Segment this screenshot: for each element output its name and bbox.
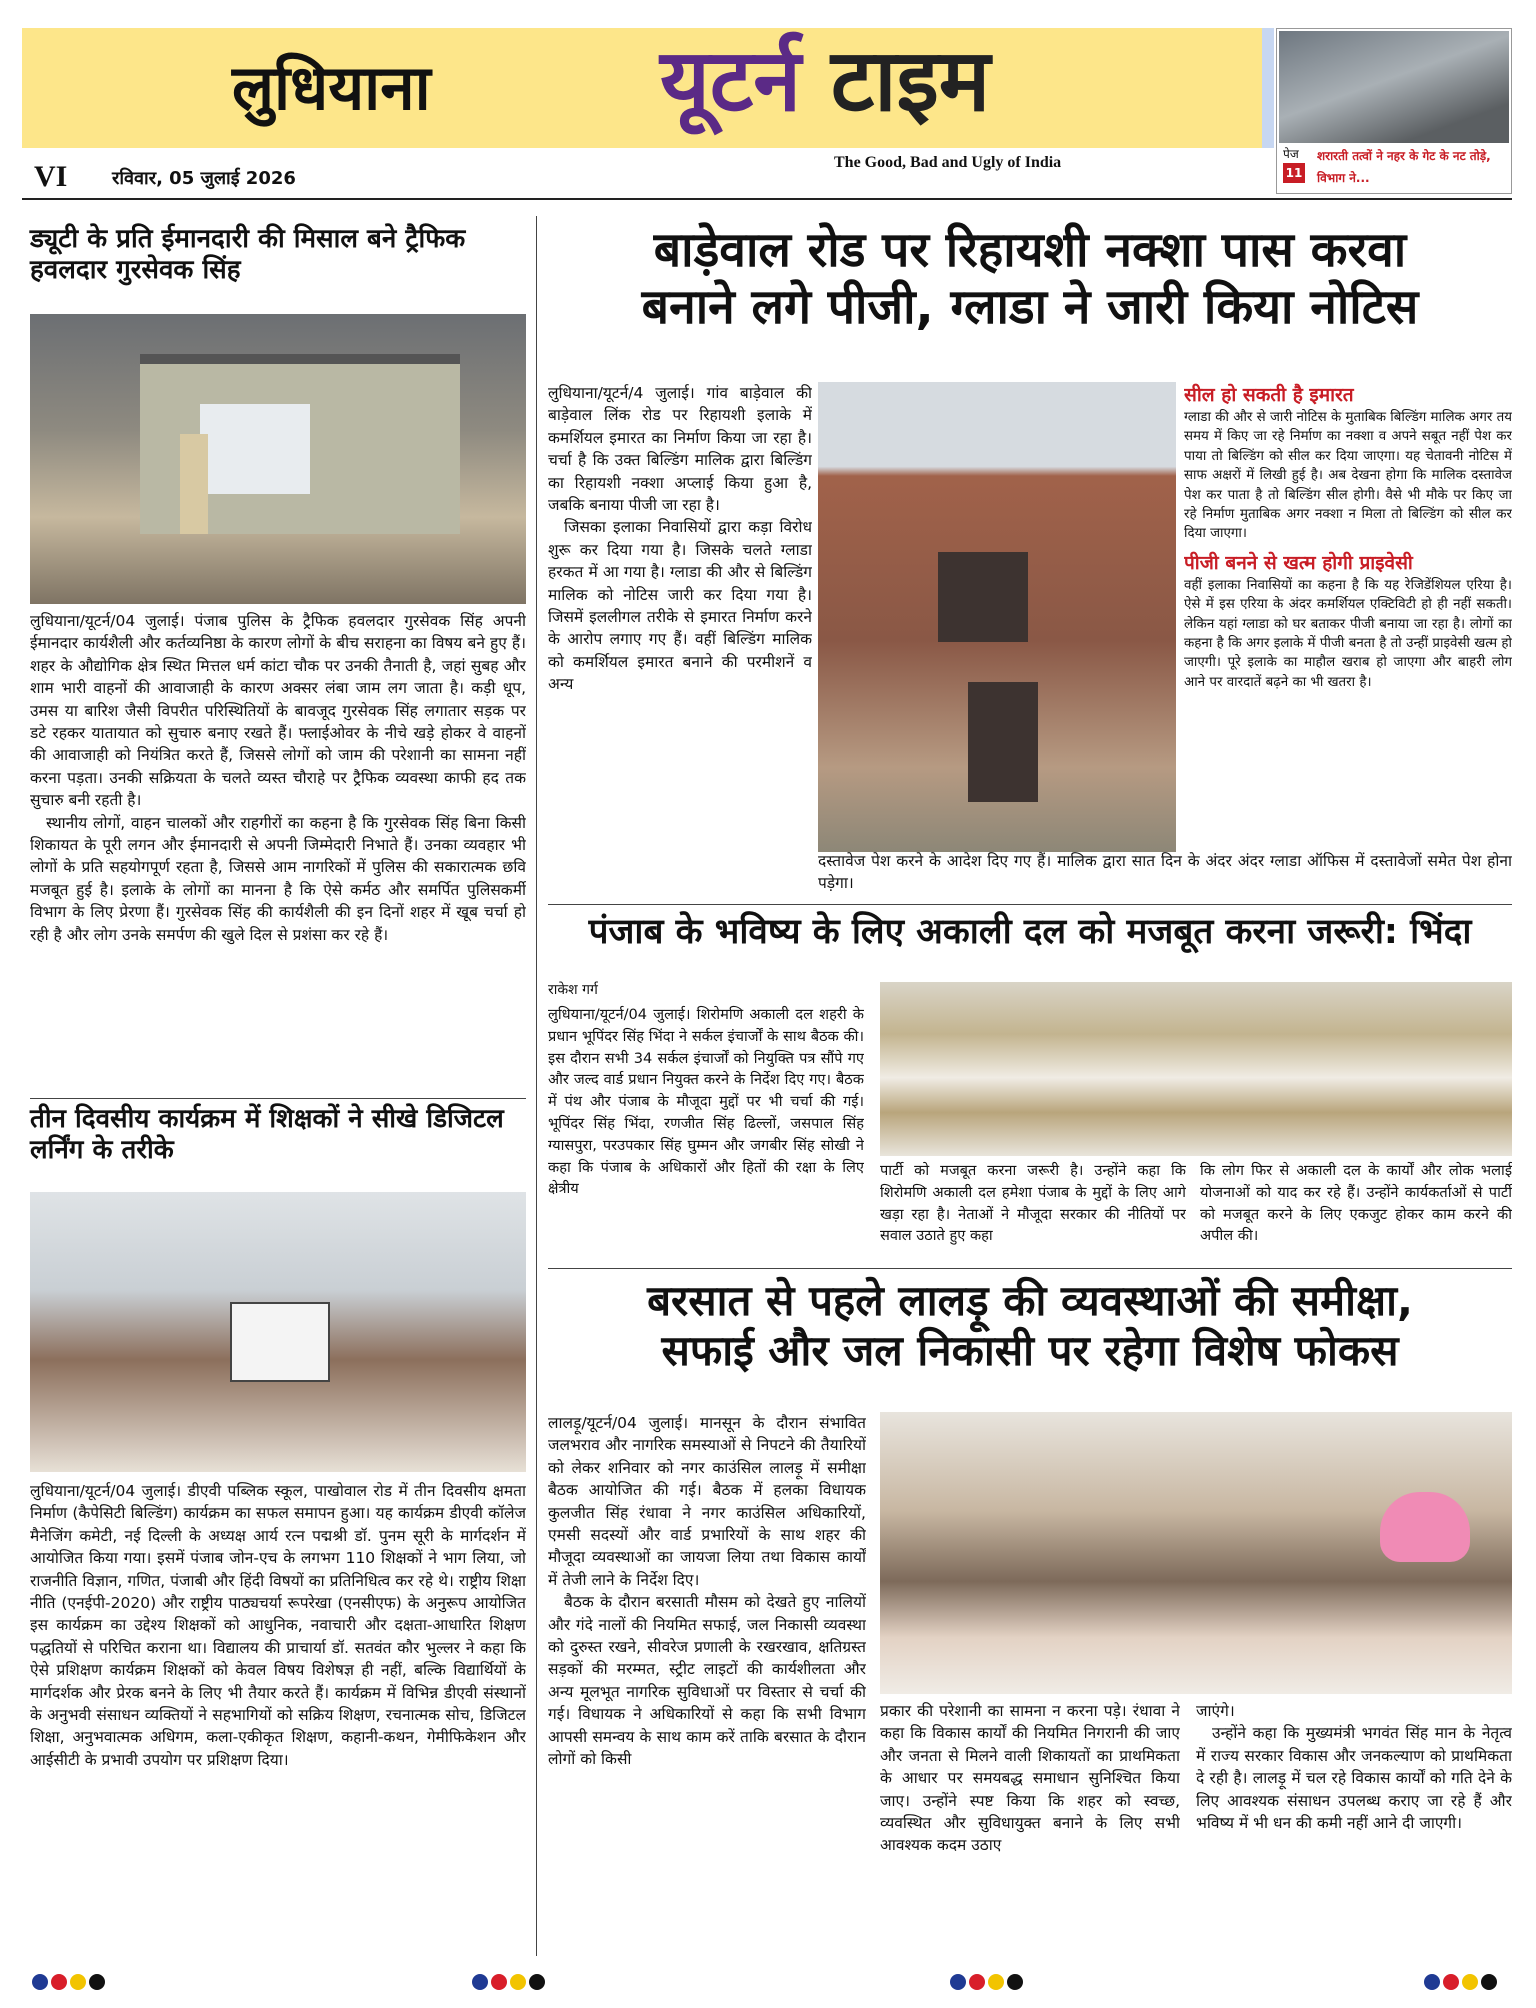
registration-dots-far-right — [1424, 1974, 1500, 1994]
registration-dots-center — [472, 1974, 548, 1994]
story1-photo-officer — [180, 434, 208, 534]
registration-dot — [51, 1974, 67, 1990]
promo-headline: शरारती तत्वों ने नहर के गेट के नट तोड़े, विभाग ने... — [1317, 149, 1491, 185]
story5-col1-text: लालड़ू/यूटर्न/04 जुलाई। मानसून के दौरान संभावित जलभराव और नागरिक समस्याओं से निपटने की तैयारियों को लेकर शनिवार को नगर काउंसिल लालड़ू में समीक्षा बैठक आयोजित की गई। बैठक में हलका विधायक कुलजीत सिंह रंधावा ने नगर काउंसिल अधिकारियों, एमसी सदस्यों और वार्ड प्रभारियों के साथ शहर की मौजूदा व्यवस्थाओं का जायजा लिया तथा विकास कार्यों में तेजी लाने के निर्देश दिए। — [548, 1414, 866, 1589]
story3-below-photo: दस्तावेज पेश करने के आदेश दिए गए हैं। मालिक द्वारा सात दिन के अंदर अंदर ग्लाडा ऑफिस में दस्तावेजों समेत पेश होना पड़ेगा। — [818, 852, 1512, 893]
masthead-rule — [22, 198, 1512, 200]
story1-photo-truck — [200, 404, 310, 494]
city-name: लुधियाना — [232, 51, 431, 124]
story5-photo — [880, 1412, 1512, 1694]
registration-dot — [529, 1974, 545, 1990]
story5-col3-text: जाएंगे। — [1196, 1702, 1235, 1720]
registration-dot — [89, 1974, 105, 1990]
story2-body — [30, 1480, 526, 1950]
brand-part-b: टाइम — [830, 31, 991, 131]
story1-paragraph: स्थानीय लोगों, वाहन चालकों और राहगीरों का कहना है कि गुरसेवक सिंह बिना किसी शिकायत के पूरी लगन और ईमानदारी से अपनी जिम्मेदारी निभाते हैं। उनका व्यवहार भी लोगों के प्रति सहयोगपूर्ण रहता है, जिससे आम नागरिकों में पुलिस की सकारात्मक छवि मजबूत हुई है। इलाके के लोगों का मानना है कि ऐसे कर्मठ और समर्पित पुलिसकर्मी विभाग के लिए प्रेरणा हैं। गुरसेवक सिंह की कार्यशैली की इन दिनों शहर में खूब चर्चा हो रही है और लोग उनके समर्पण की खुले दिल से प्रशंसा कर रहे हैं। — [30, 813, 526, 944]
registration-dot — [950, 1974, 966, 1990]
registration-dot — [491, 1974, 507, 1990]
brand-part-a: यूटर्न — [660, 31, 801, 131]
story5-col1b-text: बैठक के दौरान बरसाती मौसम को देखते हुए नालियों और गंदे नालों की नियमित सफाई, जल निकासी व्यवस्था को दुरुस्त रखने, सीवरेज प्रणाली के रखरखाव, क्षतिग्रस्त सड़कों की मरम्मत, स्ट्रीट लाइटों की कार्यशीलता और अन्य मूलभूत नागरिक सुविधाओं पर विस्तार से चर्चा की गई। विधायक ने अधिकारियों से कहा कि सभी विभाग आपसी समन्वय के साथ काम करें ताकि बरसात के दौरान लोगों को किसी — [548, 1593, 866, 1769]
story-divider — [30, 1098, 526, 1099]
registration-dot — [988, 1974, 1004, 1990]
promo-page-number: 11 — [1283, 163, 1305, 183]
story3-photo-door — [968, 682, 1038, 802]
story3-sub1-text: ग्लाडा की और से जारी नोटिस के मुताबिक बिल्डिंग मालिक अगर तय समय में किए जा रहे निर्माण का नक्शा व अपने सबूत नहीं पेश कर पाया तो बिल्डिंग को सील कर दिया जाएगा। यह चेतावनी नोटिस में साफ अक्षरों में लिखी हुई है। अब देखना होगा कि मालिक दस्तावेज पेश कर पाता है तो बिल्डिंग सील होगी। वैसे भी मौके पर किए जा रहे निर्माण मुताबिक अगर नक्शा न मिला तो बिल्डिंग को सील कर दिया जाएगा। — [1184, 410, 1512, 542]
masthead-band — [22, 28, 1262, 148]
story5-col3b-text: उन्होंने कहा कि मुख्यमंत्री भगवंत सिंह मान के नेतृत्व में राज्य सरकार विकास और जनकल्याण को प्राथमिकता दे रही है। लालड़ू में चल रहे विकास कार्यों को गति देने के लिए आवश्यक संसाधन उपलब्ध कराए जा रहे हैं और भविष्य में भी धन की कमी नहीं आने दी जाएगी। — [1196, 1724, 1512, 1833]
story3-col1 — [548, 382, 812, 890]
story-divider — [548, 1268, 1512, 1269]
registration-dot — [1462, 1974, 1478, 1990]
column-rule-left — [536, 216, 537, 1956]
story3-photo-window — [938, 552, 1028, 642]
story3-sub2-text: वहीं इलाका निवासियों का कहना है कि यह रेजिडेंशियल एरिया है। ऐसे में इस एरिया के अंदर कमर्शियल एक्टिविटी हो ही नहीं सकती। लेकिन यहां ग्लाडा को घर बताकर पीजी बनाया जा रहा है। लोगों का कहना है कि अगर इलाके में पीजी बनता है तो उन्हीं प्राइवेसी खत्म हो जाएगी। पूरे इलाके का माहौल खराब हो जाएगा और बाहरी लोग आने पर वारदातें बढ़ने का भी खतरा है। — [1184, 577, 1512, 690]
story2-headline: तीन दिवसीय कार्यक्रम में शिक्षकों ने सीखे डिजिटल लर्निंग के तरीके — [30, 1104, 504, 1165]
masthead-band-right — [1262, 28, 1274, 148]
story2-paragraph: लुधियाना/यूटर्न/04 जुलाई। डीएवी पब्लिक स्कूल, पाखोवाल रोड में तीन दिवसीय क्षमता निर्माण (कैपेसिटी बिल्डिंग) कार्यक्रम का सफल समापन हुआ। यह कार्यक्रम डीएवी कॉलेज मैनेजिंग कमेटी, नई दिल्ली के अध्यक्ष आर्य रत्न पद्मश्री डॉ. पुनम सूरी के मार्गदर्शन में आयोजित किया गया। इसमें पंजाब जोन-एच के लगभग 110 शिक्षकों ने भाग लिया, जो राजनीति विज्ञान, गणित, पंजाबी और हिंदी विषयों का प्रतिनिधित्व कर रहे थे। राष्ट्रीय शिक्षा नीति (एनईपी-2020) और राष्ट्रीय पाठ्यचर्या रूपरेखा (एनसीएफ) के अनुरूप आयोजित इस कार्यक्रम का उद्देश्य शिक्षकों को आधुनिक, नवाचारी और दक्षता-आधारित शिक्षण पद्धतियों से परिचित कराना था। विद्यालय की प्राचार्या डॉ. सतवंत कौर भुल्लर ने कहा कि ऐसे प्रशिक्षण कार्यक्रम शिक्षकों को केवल विषय विशेषज्ञ ही नहीं, बल्कि विद्यार्थियों के मार्गदर्शक और प्रेरक बनने के लिए भी तैयार करते हैं। कार्यक्रम में विभिन्न डीएवी संस्थानों के अनुभवी संसाधन व्यक्तियों ने सहभागियों को सक्रिय शिक्षण, रचनात्मक सोच, डिजिटल शिक्षा, अनुभवात्मक अधिगम, कला-एकीकृत शिक्षण, कहानी-कथन, गेमीफिकेशन और आईसीटी के प्रभावी उपयोग पर प्रशिक्षण दिया। — [30, 1482, 526, 1769]
story5-col3 — [1196, 1700, 1512, 1952]
story1-photo — [30, 314, 526, 604]
registration-dot — [1481, 1974, 1497, 1990]
promo-box[interactable] — [1276, 28, 1512, 194]
story1-body — [30, 610, 526, 1050]
masthead — [0, 0, 1536, 210]
story5-headline — [548, 1276, 1512, 1375]
story3-col1b-text: जिसका इलाका निवासियों द्वारा कड़ा विरोध शुरू कर दिया गया है। जिसके चलते ग्लाडा हरकत में आ गया है। ग्लाडा की और से बिल्डिंग मालिक को नोटिस जारी कर दिया गया है। जिसमें इललीगल तरीके से इमारत निर्माण करने के आरोप लगाए गए हैं। वहीं बिल्डिंग मालिक को कमर्शियल इमारत बनाने की परमीशनें व अन्य — [548, 518, 812, 694]
story4-headline: पंजाब के भविष्य के लिए अकाली दल को मजबूत करना जरूरी: भिंदा — [588, 912, 1472, 952]
registration-dots-right — [950, 1974, 1026, 1994]
registration-dot — [472, 1974, 488, 1990]
promo-photo — [1279, 31, 1509, 143]
story5-col2: प्रकार की परेशानी का सामना न करना पड़े। रंधावा ने कहा कि विकास कार्यों की नियमित निगरानी की जाए और जनता से मिलने वाली शिकायतों का प्राथमिकता के आधार पर समयबद्ध समाधान सुनिश्चित किया जाए। उन्होंने स्पष्ट किया कि शहर को स्वच्छ, व्यवस्थित और सुविधायुक्त बनाने के लिए सभी आवश्यक कदम उठाए — [880, 1702, 1180, 1855]
story3-headline-line: बनाने लगे पीजी, ग्लाडा ने जारी किया नोटिस — [641, 278, 1419, 335]
story4-col2: पार्टी को मजबूत करना जरूरी है। उन्होंने कहा कि शिरोमणि अकाली दल हमेशा पंजाब के मुद्दों के लिए आगे खड़ा रहा है। नेताओं ने मौजूदा सरकार की नीतियों पर सवाल उठाते हुए कहा — [880, 1162, 1186, 1245]
registration-dot — [70, 1974, 86, 1990]
story3-headline-line: बाड़ेवाल रोड पर रिहायशी नक्शा पास करवा — [653, 222, 1407, 278]
edition-date: रविवार, 05 जुलाई 2026 — [112, 168, 296, 189]
story4-col1: लुधियाना/यूटर्न/04 जुलाई। शिरोमणि अकाली दल शहरी के प्रधान भूपिंदर सिंह भिंदा ने सर्कल इंचार्जों के साथ बैठक की। इस दौरान सभी 34 सर्कल इंचार्जों को नियुक्ति पत्र सौंपे गए और जल्द वार्ड प्रधान नियुक्त करने के निर्देश दिए गए। बैठक में पंथ और पंजाब के मौजूदा मुद्दों पर भी चर्चा की गई। भूपिंदर सिंह भिंदा, रणजीत सिंह ढिल्लों, जसपाल सिंह ग्यासपुरा, परउपकार सिंह घुम्मन और जगबीर सिंह सोखी ने कहा कि पंजाब के अधिकारों और हितों की रक्षा के लिए क्षेत्रीय — [548, 1006, 864, 1198]
story1-headline: ड्यूटी के प्रति ईमानदारी की मिसाल बने ट्रैफिक हवलदार गुरसेवक सिंह — [30, 224, 466, 285]
registration-dot — [510, 1974, 526, 1990]
page-number: VI — [34, 160, 68, 193]
registration-dots-left — [32, 1974, 108, 1994]
registration-dot — [32, 1974, 48, 1990]
story1-paragraph: लुधियाना/यूटर्न/04 जुलाई। पंजाब पुलिस के ट्रैफिक हवलदार गुरसेवक सिंह अपनी ईमानदार कार्यशैली और कर्तव्यनिष्ठा के कारण लोगों के बीच सराहना का विषय बने हुए हैं। शहर के औद्योगिक क्षेत्र स्थित मित्तल धर्म कांटा चौक पर उनकी तैनाती है, जहां सुबह और शाम भारी वाहनों की आवाजाही के कारण अक्सर लंबा जाम लग जाता है। कड़ी धूप, उमस या बारिश जैसी विपरीत परिस्थितियों के बावजूद गुरसेवक सिंह लगातार सड़क पर डटे रहकर यातायात को सुचारु बनाए रखते हैं। फ्लाईओवर के नीचे खड़े होकर वे वाहनों की आवाजाही को नियंत्रित करते हैं, जिससे लोगों को जाम की परेशानी का सामना नहीं करना पड़ता। उनकी सक्रियता के चलते व्यस्त चौराहे पर ट्रैफिक व्यवस्था काफी हद तक सुचारु बनी रहती है। — [30, 612, 526, 810]
registration-dot — [1007, 1974, 1023, 1990]
story3-subhead: पीजी बनने से खत्म होगी प्राइवेसी — [1184, 551, 1413, 574]
story5-photo-turban — [1380, 1492, 1470, 1562]
story5-col1 — [548, 1412, 866, 1952]
story2-photo — [30, 1192, 526, 1472]
registration-dot — [969, 1974, 985, 1990]
story5-headline-line: सफाई और जल निकासी पर रहेगा विशेष फोकस — [661, 1325, 1399, 1375]
story5-headline-line: बरसात से पहले लालड़ू की व्यवस्थाओं की समीक्षा, — [647, 1276, 1413, 1325]
story3-subhead: सील हो सकती है इमारत — [1184, 384, 1354, 406]
brand-logo — [660, 31, 991, 131]
story4-col3: कि लोग फिर से अकाली दल के कार्यों और लोक भलाई योजनाओं को याद कर रहे हैं। उन्होंने कार्यकर्ताओं से पार्टी को मजबूत करने के लिए एकजुट होकर काम करने की अपील की। — [1200, 1162, 1512, 1245]
promo-page-label: पेज — [1283, 147, 1299, 161]
story3-headline — [548, 222, 1512, 335]
story3-photo — [818, 382, 1176, 852]
story-divider — [548, 904, 1512, 905]
story4-byline: राकेश गर्ग — [548, 982, 598, 998]
registration-dot — [1443, 1974, 1459, 1990]
story3-col1-text: लुधियाना/यूटर्न/4 जुलाई। गांव बाड़ेवाल की बाड़ेवाल लिंक रोड पर रिहायशी इलाके में कमर्शियल इमारत का निर्माण किया जा रहा है। चर्चा है कि उक्त बिल्डिंग मालिक द्वारा बिल्डिंग का रिहायशी नक्शा अप्लाई किया हुआ है, जबकि बनाया पीजी जा रहा है। — [548, 384, 812, 515]
registration-dot — [1424, 1974, 1440, 1990]
story3-sidebar — [1184, 382, 1512, 846]
tagline: The Good, Bad and Ugly of India — [834, 154, 1062, 171]
story2-photo-banner — [230, 1302, 330, 1382]
story4-photo — [880, 982, 1512, 1156]
